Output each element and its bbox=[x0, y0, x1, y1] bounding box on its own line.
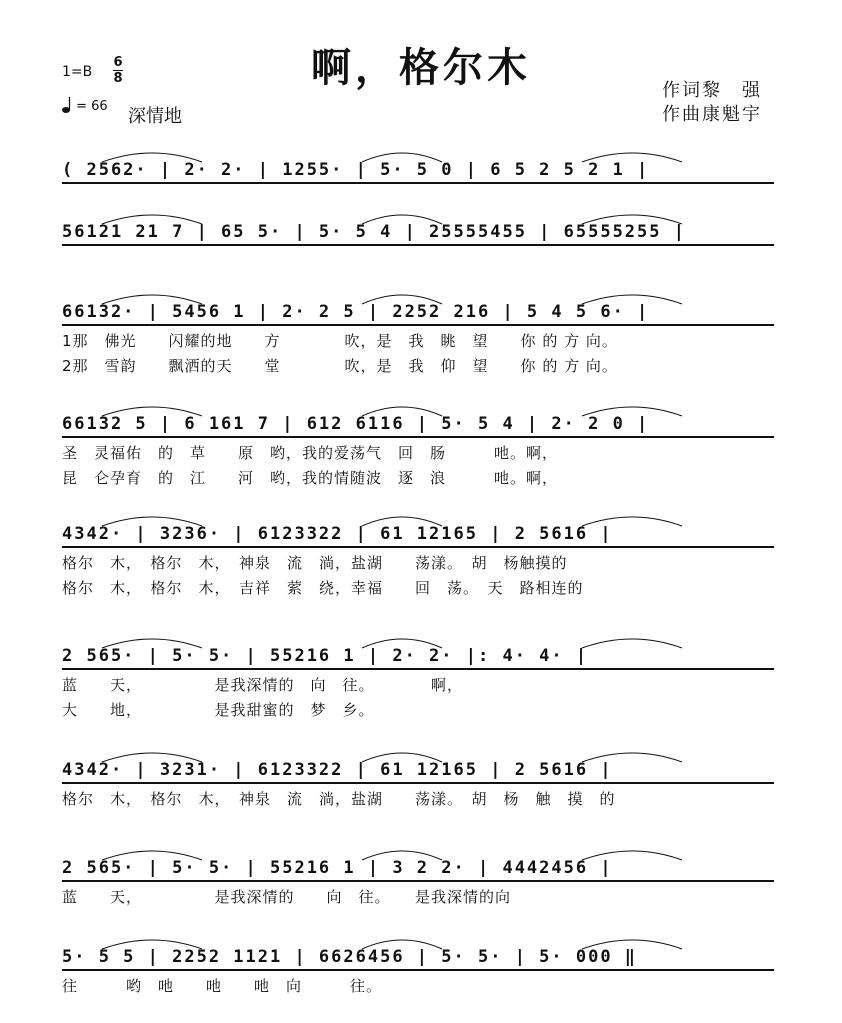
notation-line: 56121 21 7 | 65 5· | 5· 5 4 | 25555455 | 65555255 | bbox=[62, 222, 774, 246]
lyric-line: 往 哟 吔 吔 吔 向 往。 bbox=[62, 977, 383, 995]
quarter-note-icon bbox=[62, 96, 72, 114]
score-row bbox=[62, 160, 774, 184]
lyric-line: 2那 雪韵 飘洒的天 堂 吹，是 我 仰 望 你 的 方 向。 bbox=[62, 357, 618, 375]
lyric-line: 大 地， 是我甜蜜的 梦 乡。 bbox=[62, 701, 375, 719]
score-row bbox=[62, 947, 774, 996]
notation-line: 4342· | 3231· | 6123322 | 61 12165 | 2 5616 | bbox=[62, 760, 774, 784]
tempo-marking bbox=[62, 96, 108, 114]
expression-marking: 深情地 bbox=[128, 106, 182, 127]
notation-line: 4342· | 3236· | 6123322 | 61 12165 | 2 5616 | bbox=[62, 524, 774, 548]
notation-line: 66132· | 5456 1 | 2· 2 5 | 2252 216 | 5 4 5 6· | bbox=[62, 302, 774, 326]
meter-top: 6 bbox=[113, 55, 123, 70]
lyric-line: 1那 佛光 闪耀的地 方 吹，是 我 眺 望 你 的 方 向。 bbox=[62, 332, 618, 350]
notation-line: 66132 5 | 6 161 7 | 612 6116 | 5· 5 4 | 2· 2 0 | bbox=[62, 414, 774, 438]
notation-line: 2 565· | 5· 5· | 55216 1 | 2· 2· |: 4· 4· | bbox=[62, 646, 774, 670]
notation-line: 5· 5 5 | 2252 1121 | 6626456 | 5· 5· | 5· 000 ‖ bbox=[62, 947, 774, 971]
score-row bbox=[62, 858, 774, 907]
meter-bottom: 8 bbox=[113, 71, 123, 86]
notation-line: ( 2562· | 2· 2· | 1255· | 5· 5 0 | 6 5 2 5 2 1 | bbox=[62, 160, 774, 184]
score-row bbox=[62, 302, 774, 376]
score-row bbox=[62, 646, 774, 720]
score-row bbox=[62, 524, 774, 598]
score-row bbox=[62, 222, 774, 246]
lyric-line: 格尔 木， 格尔 木， 吉祥 萦 绕，幸福 回 荡。 天 路相连的 bbox=[62, 579, 584, 597]
tempo-value: = 66 bbox=[76, 99, 108, 114]
notation-line: 2 565· | 5· 5· | 55216 1 | 3 2 2· | 4442456 | bbox=[62, 858, 774, 882]
lyric-line: 蓝 天， 是我深情的 向 往。 啊， bbox=[62, 676, 464, 694]
score-row bbox=[62, 414, 774, 488]
lyric-line: 昆 仑孕育 的 江 河 哟，我的情随波 逐 浪 吔。啊， bbox=[62, 469, 559, 487]
key-signature: 1=B bbox=[62, 64, 93, 80]
time-signature bbox=[113, 56, 123, 85]
lyric-line: 格尔 木， 格尔 木， 神泉 流 淌，盐湖 荡漾。 胡 杨触摸的 bbox=[62, 554, 568, 572]
lyricist-credit: 作词黎 强 bbox=[662, 80, 762, 101]
song-title: 啊，格尔木 bbox=[311, 45, 531, 91]
score-row bbox=[62, 760, 774, 809]
lyric-line: 格尔 木， 格尔 木， 神泉 流 淌，盐湖 荡漾。 胡 杨 触 摸 的 bbox=[62, 790, 616, 808]
composer-credit: 作曲康魁宇 bbox=[662, 104, 762, 125]
lyric-line: 圣 灵福佑 的 草 原 哟，我的爱荡气 回 肠 吔。啊， bbox=[62, 444, 559, 462]
lyric-line: 蓝 天， 是我深情的 向 往。 是我深情的向 bbox=[62, 888, 512, 906]
